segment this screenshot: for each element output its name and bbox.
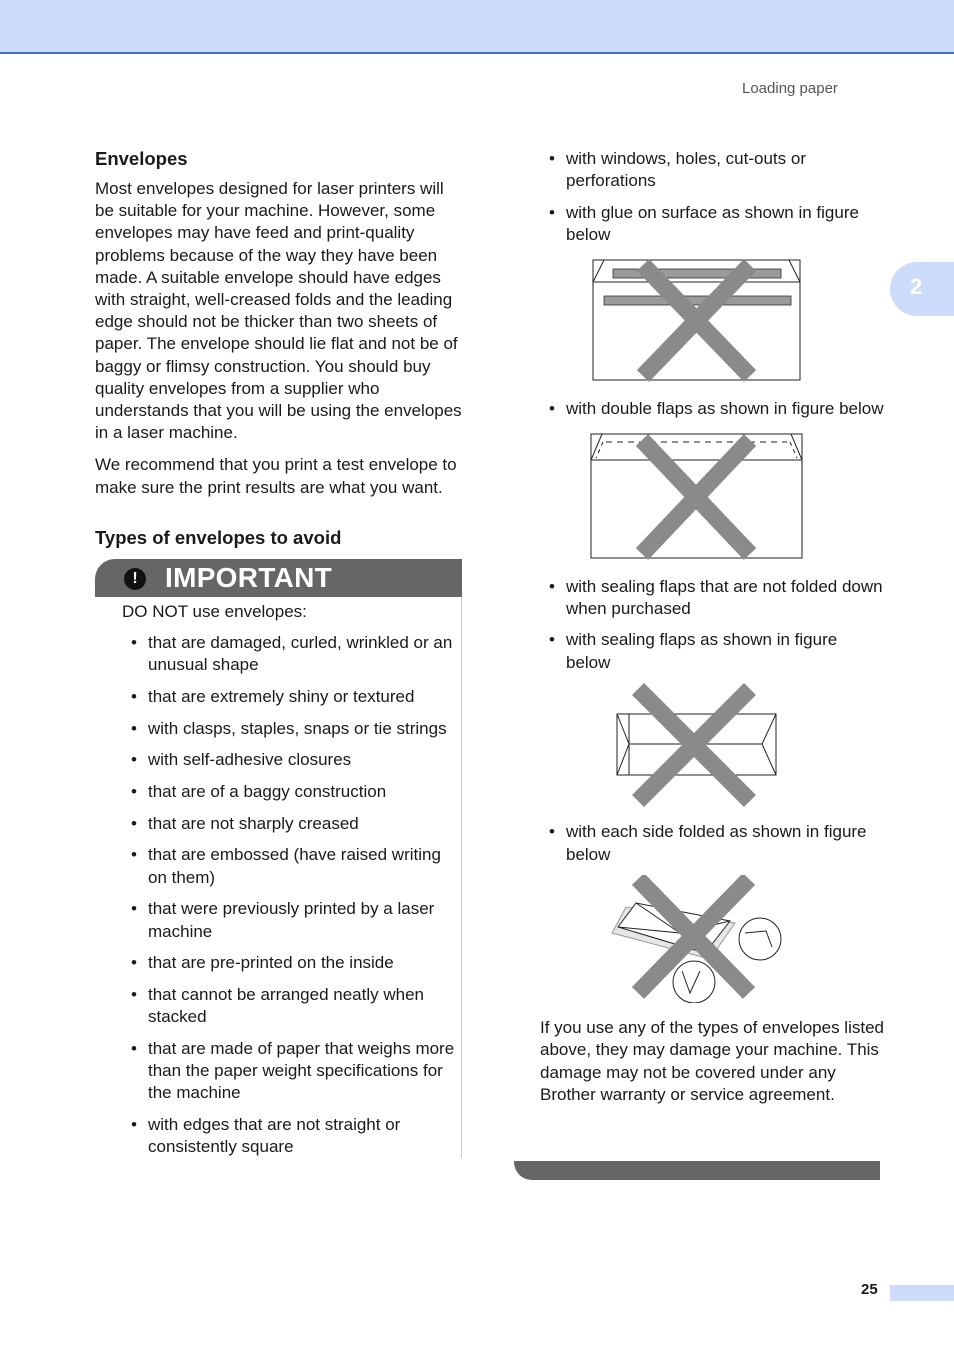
closing-paragraph: If you use any of the types of envelopes listed above, they may damage your machine. This damage may not be covered under any Brother warranty or service agreement. xyxy=(540,1018,884,1104)
double-flap-envelope-illustration xyxy=(540,430,885,562)
important-notice xyxy=(95,559,462,1159)
list-item: • with sealing flaps as shown in figure below xyxy=(540,629,885,673)
right-list-c xyxy=(540,576,885,674)
chapter-number: 2 xyxy=(910,274,923,299)
side-folded-envelope-figure xyxy=(540,875,885,1003)
chapter-tab xyxy=(890,262,954,316)
double-flap-envelope-figure xyxy=(540,430,885,562)
list-item: • with double flaps as shown in figure below xyxy=(540,398,885,420)
list-item: • with each side folded as shown in figure below xyxy=(540,821,885,865)
right-column xyxy=(540,148,885,1116)
envelopes-paragraph-1: Most envelopes designed for laser printers will be suitable for your machine. However, some envelopes may have feed and print-quality problems because of the way they have been made. A suitable envelope should have edges with straight, well-creased folds and the leading edge should not be thicker than two sheets of paper. The envelope should lie flat and not be of baggy or flimsy construction. You should buy quality envelopes from a supplier who understands that you will be using the envelopes in a laser machine. xyxy=(95,179,462,443)
envelopes-heading: Envelopes xyxy=(95,148,188,169)
list-item: • with self-adhesive closures xyxy=(122,749,461,771)
sealing-flap-envelope-figure xyxy=(540,683,885,807)
list-item: • that are made of paper that weighs more than the paper weight specifications for the machine xyxy=(122,1038,461,1105)
page-number: 25 xyxy=(861,1281,878,1298)
list-item: • that are damaged, curled, wrinkled or an unusual shape xyxy=(122,632,461,676)
important-body xyxy=(95,597,462,1159)
avoid-heading: Types of envelopes to avoid xyxy=(95,526,342,548)
header-band xyxy=(0,0,954,54)
important-label: IMPORTANT xyxy=(165,561,333,593)
list-item: • that cannot be arranged neatly when stacked xyxy=(122,984,461,1028)
right-list-b xyxy=(540,398,885,420)
list-item: • that are extremely shiny or textured xyxy=(122,686,461,708)
list-item: • that were previously printed by a laser machine xyxy=(122,898,461,942)
right-list-a xyxy=(540,148,885,246)
list-item: • that are pre-printed on the inside xyxy=(122,952,461,974)
list-item: • with edges that are not straight or consistently square xyxy=(122,1114,461,1158)
exclamation-icon: ! xyxy=(124,568,146,590)
glue-envelope-figure xyxy=(540,256,885,384)
list-item: • that are of a baggy construction xyxy=(122,781,461,803)
glue-envelope-illustration xyxy=(540,256,885,384)
side-folded-envelope-illustration xyxy=(540,875,885,1003)
list-item: • with clasps, staples, snaps or tie strings xyxy=(122,718,461,740)
left-column xyxy=(95,148,463,1168)
sealing-flap-envelope-illustration xyxy=(540,683,885,807)
list-item: • that are not sharply creased xyxy=(122,813,461,835)
envelopes-paragraph-2: We recommend that you print a test envelope to make sure the print results are what you want. xyxy=(95,455,457,497)
do-not-use-text: DO NOT use envelopes: xyxy=(122,601,307,621)
list-item: • with glue on surface as shown in figure below xyxy=(540,202,885,246)
list-item: • with windows, holes, cut-outs or perforations xyxy=(540,148,885,192)
avoid-list xyxy=(122,632,461,1158)
running-head: Loading paper xyxy=(742,80,838,97)
important-header-bar xyxy=(95,559,462,597)
list-item: • that are embossed (have raised writing on them) xyxy=(122,844,461,888)
page-number-bar xyxy=(890,1285,954,1301)
list-item: • with sealing flaps that are not folded down when purchased xyxy=(540,576,885,620)
important-end-bar xyxy=(514,1161,880,1180)
right-list-d xyxy=(540,821,885,865)
